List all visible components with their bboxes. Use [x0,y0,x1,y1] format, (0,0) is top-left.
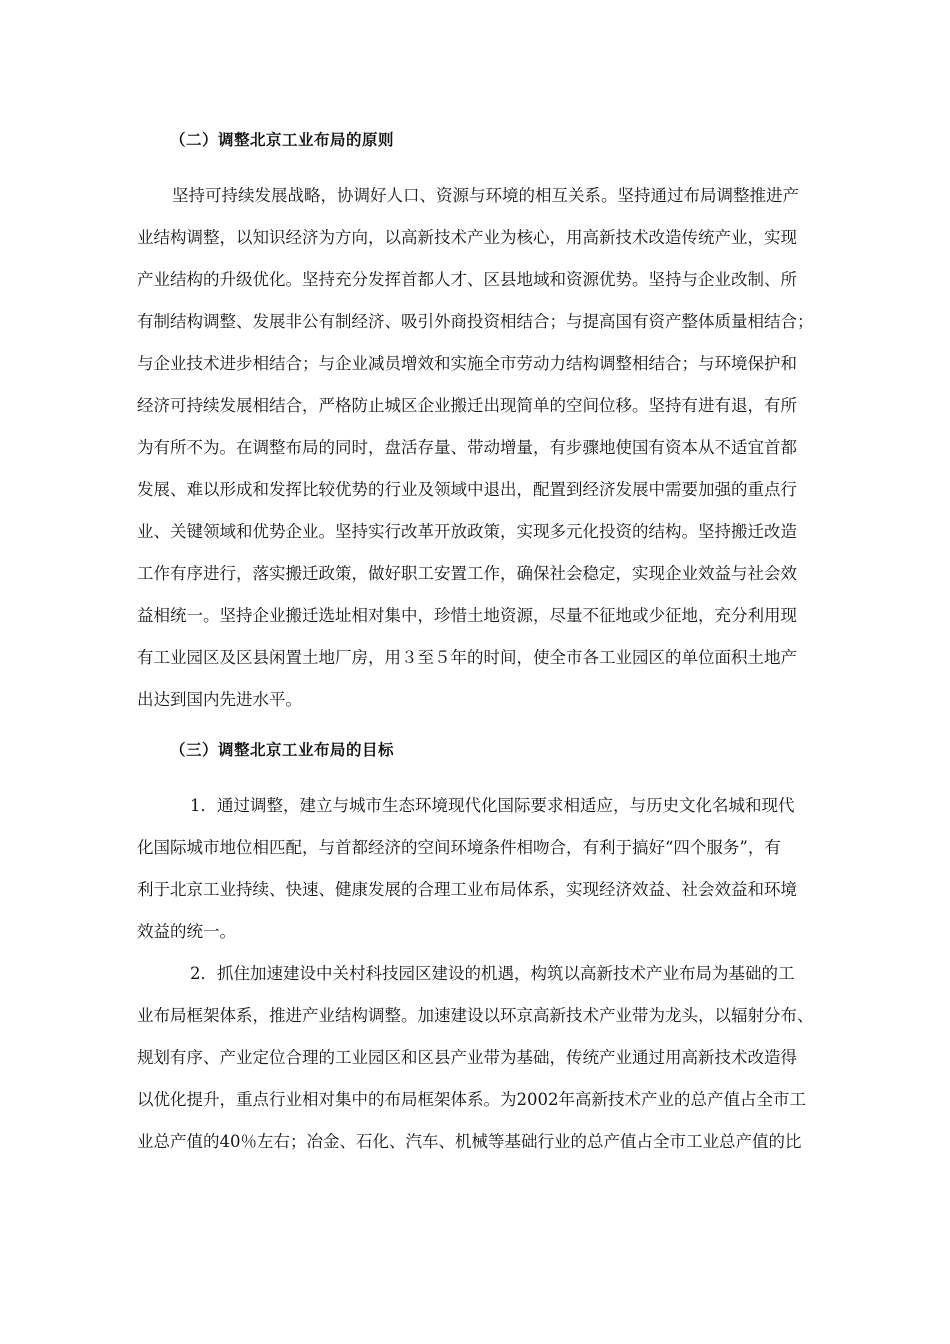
paragraph-line: 业、关键领域和优势企业。坚持实行改革开放政策，实现多元化投资的结构。坚持搬迁改造 [137,522,797,541]
paragraph-line: 效益的统一。 [137,922,236,941]
section-heading-principles: （二）调整北京工业布局的原则 [170,131,395,149]
paragraph-line: 发展、难以形成和发挥比较优势的行业及领域中退出，配置到经济发展中需要加强的重点行 [137,480,797,499]
paragraph-line: 有制结构调整、发展非公有制经济、吸引外商投资相结合；与提高国有资产整体质量相结合； [137,312,814,331]
paragraph-line: 坚持可持续发展战略，协调好人口、资源与环境的相互关系。坚持通过布局调整推进产 [172,186,799,205]
paragraph-line: 以优化提升，重点行业相对集中的布局框架体系。为2002年高新技术产业的总产值占全市工 [137,1090,806,1109]
paragraph-line: 业总产值的40％左右；冶金、石化、汽车、机械等基础行业的总产值占全市工业总产值的比 [137,1132,802,1151]
section-heading-goals: （三）调整北京工业布局的目标 [170,741,395,759]
paragraph-line: 1．通过调整，建立与城市生态环境现代化国际要求相适应，与历史文化名城和现代 [190,796,795,815]
paragraph-line: 业结构调整，以知识经济为方向，以高新技术产业为核心，用高新技术改造传统产业，实现 [137,228,797,247]
paragraph-line: 为有所不为。在调整布局的同时，盘活存量、带动增量，有步骤地使国有资本从不适宜首都 [137,438,797,457]
paragraph-line: 与企业技术进步相结合；与企业减员增效和实施全市劳动力结构调整相结合；与环境保护和 [137,354,797,373]
paragraph-line: 有工业园区及区县闲置土地厂房，用３至５年的时间，使全市各工业园区的单位面积土地产 [137,648,797,667]
paragraph-line: 业布局框架体系，推进产业结构调整。加速建设以环京高新技术产业带为龙头，以辐射分布、 [137,1006,814,1025]
paragraph-line: 2．抓住加速建设中关村科技园区建设的机遇，构筑以高新技术产业布局为基础的工 [190,964,795,983]
paragraph-line: 利于北京工业持续、快速、健康发展的合理工业布局体系，实现经济效益、社会效益和环境 [137,880,797,899]
paragraph-line: 经济可持续发展相结合，严格防止城区企业搬迁出现简单的空间位移。坚持有进有退，有所 [137,396,797,415]
paragraph-line: 益相统一。坚持企业搬迁选址相对集中，珍惜土地资源，尽量不征地或少征地，充分利用现 [137,606,797,625]
paragraph-line: 工作有序进行，落实搬迁政策，做好职工安置工作，确保社会稳定，实现企业效益与社会效 [137,564,797,583]
paragraph-line: 出达到国内先进水平。 [137,690,302,709]
paragraph-line: 产业结构的升级优化。坚持充分发挥首都人才、区县地域和资源优势。坚持与企业改制、所 [137,270,797,289]
paragraph-line: 规划有序、产业定位合理的工业园区和区县产业带为基础，传统产业通过用高新技术改造得 [137,1048,797,1067]
paragraph-line: 化国际城市地位相匹配，与首都经济的空间环境条件相吻合，有利于搞好“四个服务”，有 [137,838,781,857]
